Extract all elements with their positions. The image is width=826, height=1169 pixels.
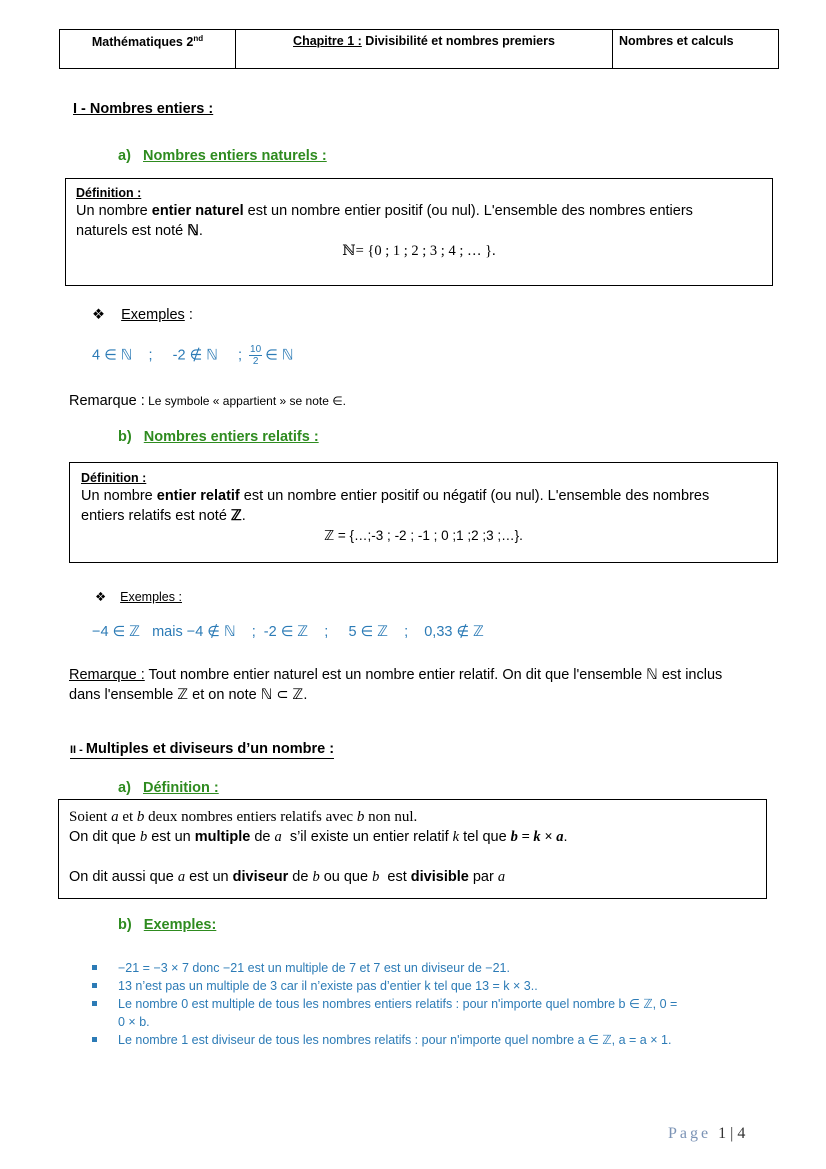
examples-heading-2: ❖ Exemples : [95, 590, 182, 604]
definition-text: Un nombre entier relatif est un nombre entier positif ou négatif (ou nul). L'ensemble des nombres [81, 488, 710, 504]
list-item: Le nombre 1 est diviseur de tous les nombres relatifs : pour n'importe quel nombre a ∈ ℤ, a = a × 1. [92, 1031, 772, 1049]
section-2-title: II - Multiples et diviseurs d’un nombre : [70, 741, 335, 757]
section-1a-heading: a) Nombres entiers naturels : [118, 148, 327, 164]
list-item: Le nombre 0 est multiple de tous les nombres entiers relatifs : pour n'importe quel nombre b ∈ ℤ, 0 = 0 × b. [92, 995, 772, 1031]
definition-line-1: Soient a et b deux nombres entiers relatifs avec b non nul. [69, 809, 418, 825]
definition-label: Définition : [76, 186, 142, 200]
section-1b-heading: b) Nombres entiers relatifs : [118, 429, 319, 445]
remark-1: Remarque : Le symbole « appartient » se note ∈. [69, 393, 347, 409]
diamond-bullet-icon: ❖ [92, 307, 105, 323]
section-1-title: I - Nombres entiers : [73, 101, 214, 117]
definition-text: Un nombre entier naturel est un nombre entier positif (ou nul). L'ensemble des nombres entiers [76, 203, 693, 219]
header-subject: Mathématiques 2nd [60, 30, 236, 68]
square-bullet-icon [92, 965, 97, 970]
examples-heading-1: ❖ Exemples : [92, 307, 193, 323]
definition-label: Définition : [81, 471, 147, 485]
section-2b-heading: b) Exemples: [118, 917, 217, 933]
definition-text-cont: entiers relatifs est noté ℤ. [81, 508, 246, 524]
examples-list [92, 959, 772, 1049]
examples-line-2: −4 ∈ ℤ mais −4 ∉ ℕ ; -2 ∈ ℤ ; 5 ∈ ℤ ; 0,33 ∉ ℤ [92, 624, 484, 640]
header-theme: Nombres et calculs [619, 34, 734, 48]
square-bullet-icon [92, 1001, 97, 1006]
examples-line-1: 4 ∈ ℕ ; -2 ∉ ℕ ; $\frac{10}{2}$ ∈ ℕ [92, 344, 294, 367]
definition-line-2: On dit que b est un multiple de a s’il existe un entier relatif k tel que b = k × a. [69, 829, 568, 845]
page-footer: Page 1 | 4 [668, 1125, 746, 1142]
set-relatifs: ℤ = {…;-3 ; -2 ; -1 ; 0 ;1 ;2 ;3 ;…}. [324, 528, 523, 543]
fraction: $\frac{10}{2}$ [250, 344, 262, 367]
section-2a-heading: a) Définition : [118, 780, 219, 796]
header-table [59, 29, 779, 69]
definition-line-3: On dit aussi que a est un diviseur de b ou que b est divisible par a [69, 869, 506, 885]
definition-text-cont: naturels est noté ℕ. [76, 223, 203, 239]
list-item: −21 = −3 × 7 donc −21 est un multiple de 7 et 7 est un diviseur de −21. [92, 959, 772, 977]
list-item: 13 n’est pas un multiple de 3 car il n’existe pas d’entier k tel que 13 = k × 3.. [92, 977, 772, 995]
square-bullet-icon [92, 983, 97, 988]
square-bullet-icon [92, 1037, 97, 1042]
set-naturels: ℕ= {0 ; 1 ; 2 ; 3 ; 4 ; … }. [342, 243, 496, 259]
definition-box-multiples [58, 799, 767, 899]
definition-box-relatifs [69, 462, 778, 563]
diamond-bullet-icon: ❖ [95, 590, 107, 604]
definition-box-naturels [65, 178, 773, 286]
remark-2: Remarque : Tout nombre entier naturel est un nombre entier relatif. On dit que l'ensemble ℕ est inclus dans l'ensemble ℤ et on note ℕ ⊂ ℤ. [69, 667, 723, 703]
header-chapter: Chapitre 1 : Divisibilité et nombres premiers [236, 30, 613, 68]
